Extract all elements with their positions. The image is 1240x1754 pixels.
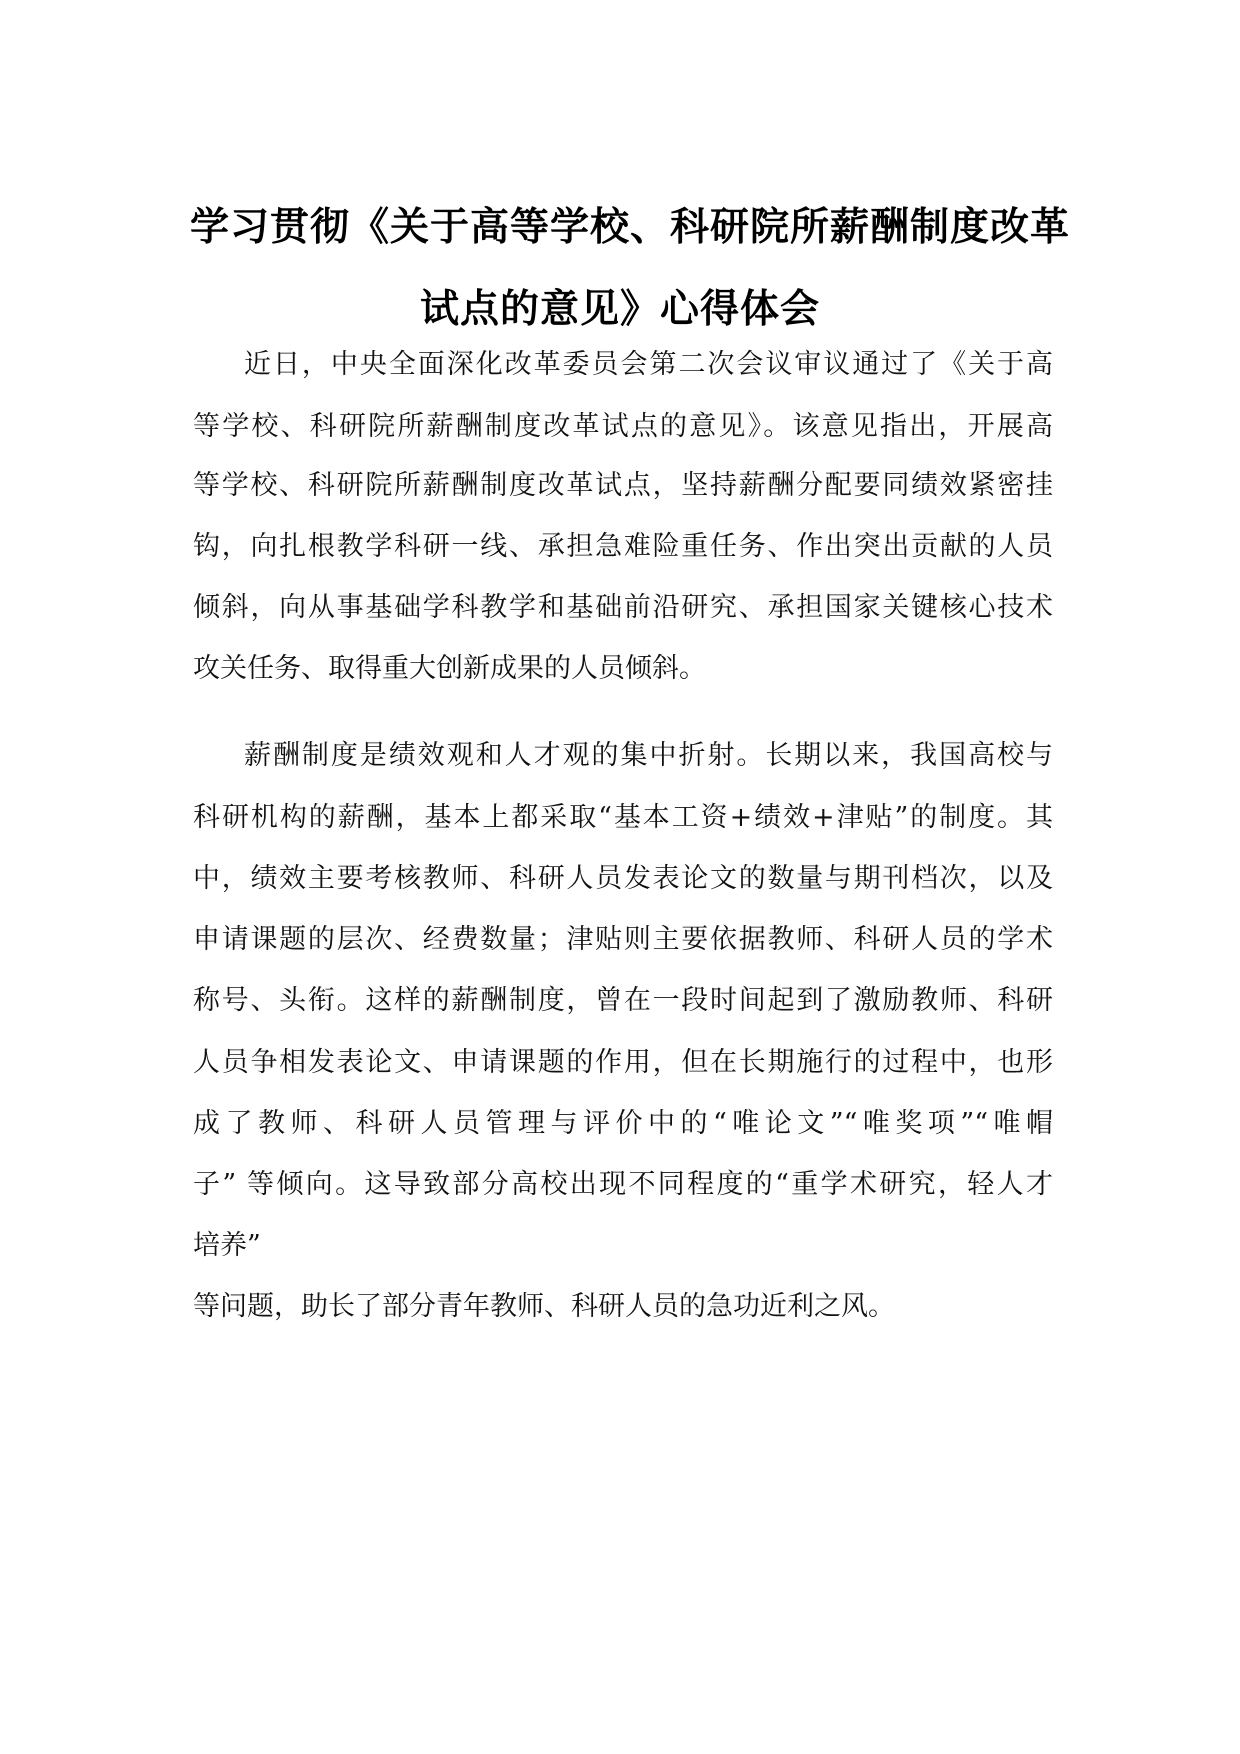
paragraph-line: 中，绩效主要考核教师、科研人员发表论文的数量与期刊档次，以及 (193, 863, 1053, 894)
paragraph-line: 等问题，助长了部分青年教师、科研人员的急功近利之风。 (193, 1291, 895, 1322)
paragraph-line: 攻关任务、取得重大创新成果的人员倾斜。 (193, 653, 706, 684)
paragraph-line: 近日，中央全面深化改革委员会第二次会议审议通过了《关于高 (244, 349, 1053, 380)
paragraph-line: 人员争相发表论文、申请课题的作用，但在长期施行的过程中，也形 (193, 1047, 1053, 1078)
paragraph-line: 培养” (193, 1230, 261, 1261)
paragraph-line: 钩，向扎根教学科研一线、承担急难险重任务、作出突出贡献的人员 (193, 531, 1053, 562)
paragraph-line: 等学校、科研院所薪酬制度改革试点的意见》。该意见指出，开展高 (193, 411, 1053, 442)
paragraph-line: 称号、头衔。这样的薪酬制度，曾在一段时间起到了激励教师、科研 (193, 985, 1053, 1016)
paragraph-line: 等学校、科研院所薪酬制度改革试点，坚持薪酬分配要同绩效紧密挂 (193, 470, 1053, 501)
paragraph-line: 薪酬制度是绩效观和人才观的集中折射。长期以来，我国高校与 (244, 740, 1053, 771)
paragraph-line: 成了教师、科研人员管理与评价中的“唯论文”“唯奖项”“唯帽 (193, 1108, 1053, 1139)
paragraph-line: 倾斜，向从事基础学科教学和基础前沿研究、承担国家关键核心技术 (193, 592, 1053, 623)
document-title-line-2: 试点的意见》心得体会 (419, 287, 820, 332)
paragraph-line: 申请课题的层次、经费数量；津贴则主要依据教师、科研人员的学术 (193, 924, 1053, 955)
paragraph-line: 科研机构的薪酬，基本上都采取“基本工资+绩效+津贴”的制度。其 (193, 802, 1053, 833)
paragraph-line: 子” 等倾向。这导致部分高校出现不同程度的“重学术研究，轻人才 (193, 1169, 1053, 1200)
document-title-line-1: 学习贯彻《关于高等学校、科研院所薪酬制度改革 (190, 205, 1071, 250)
